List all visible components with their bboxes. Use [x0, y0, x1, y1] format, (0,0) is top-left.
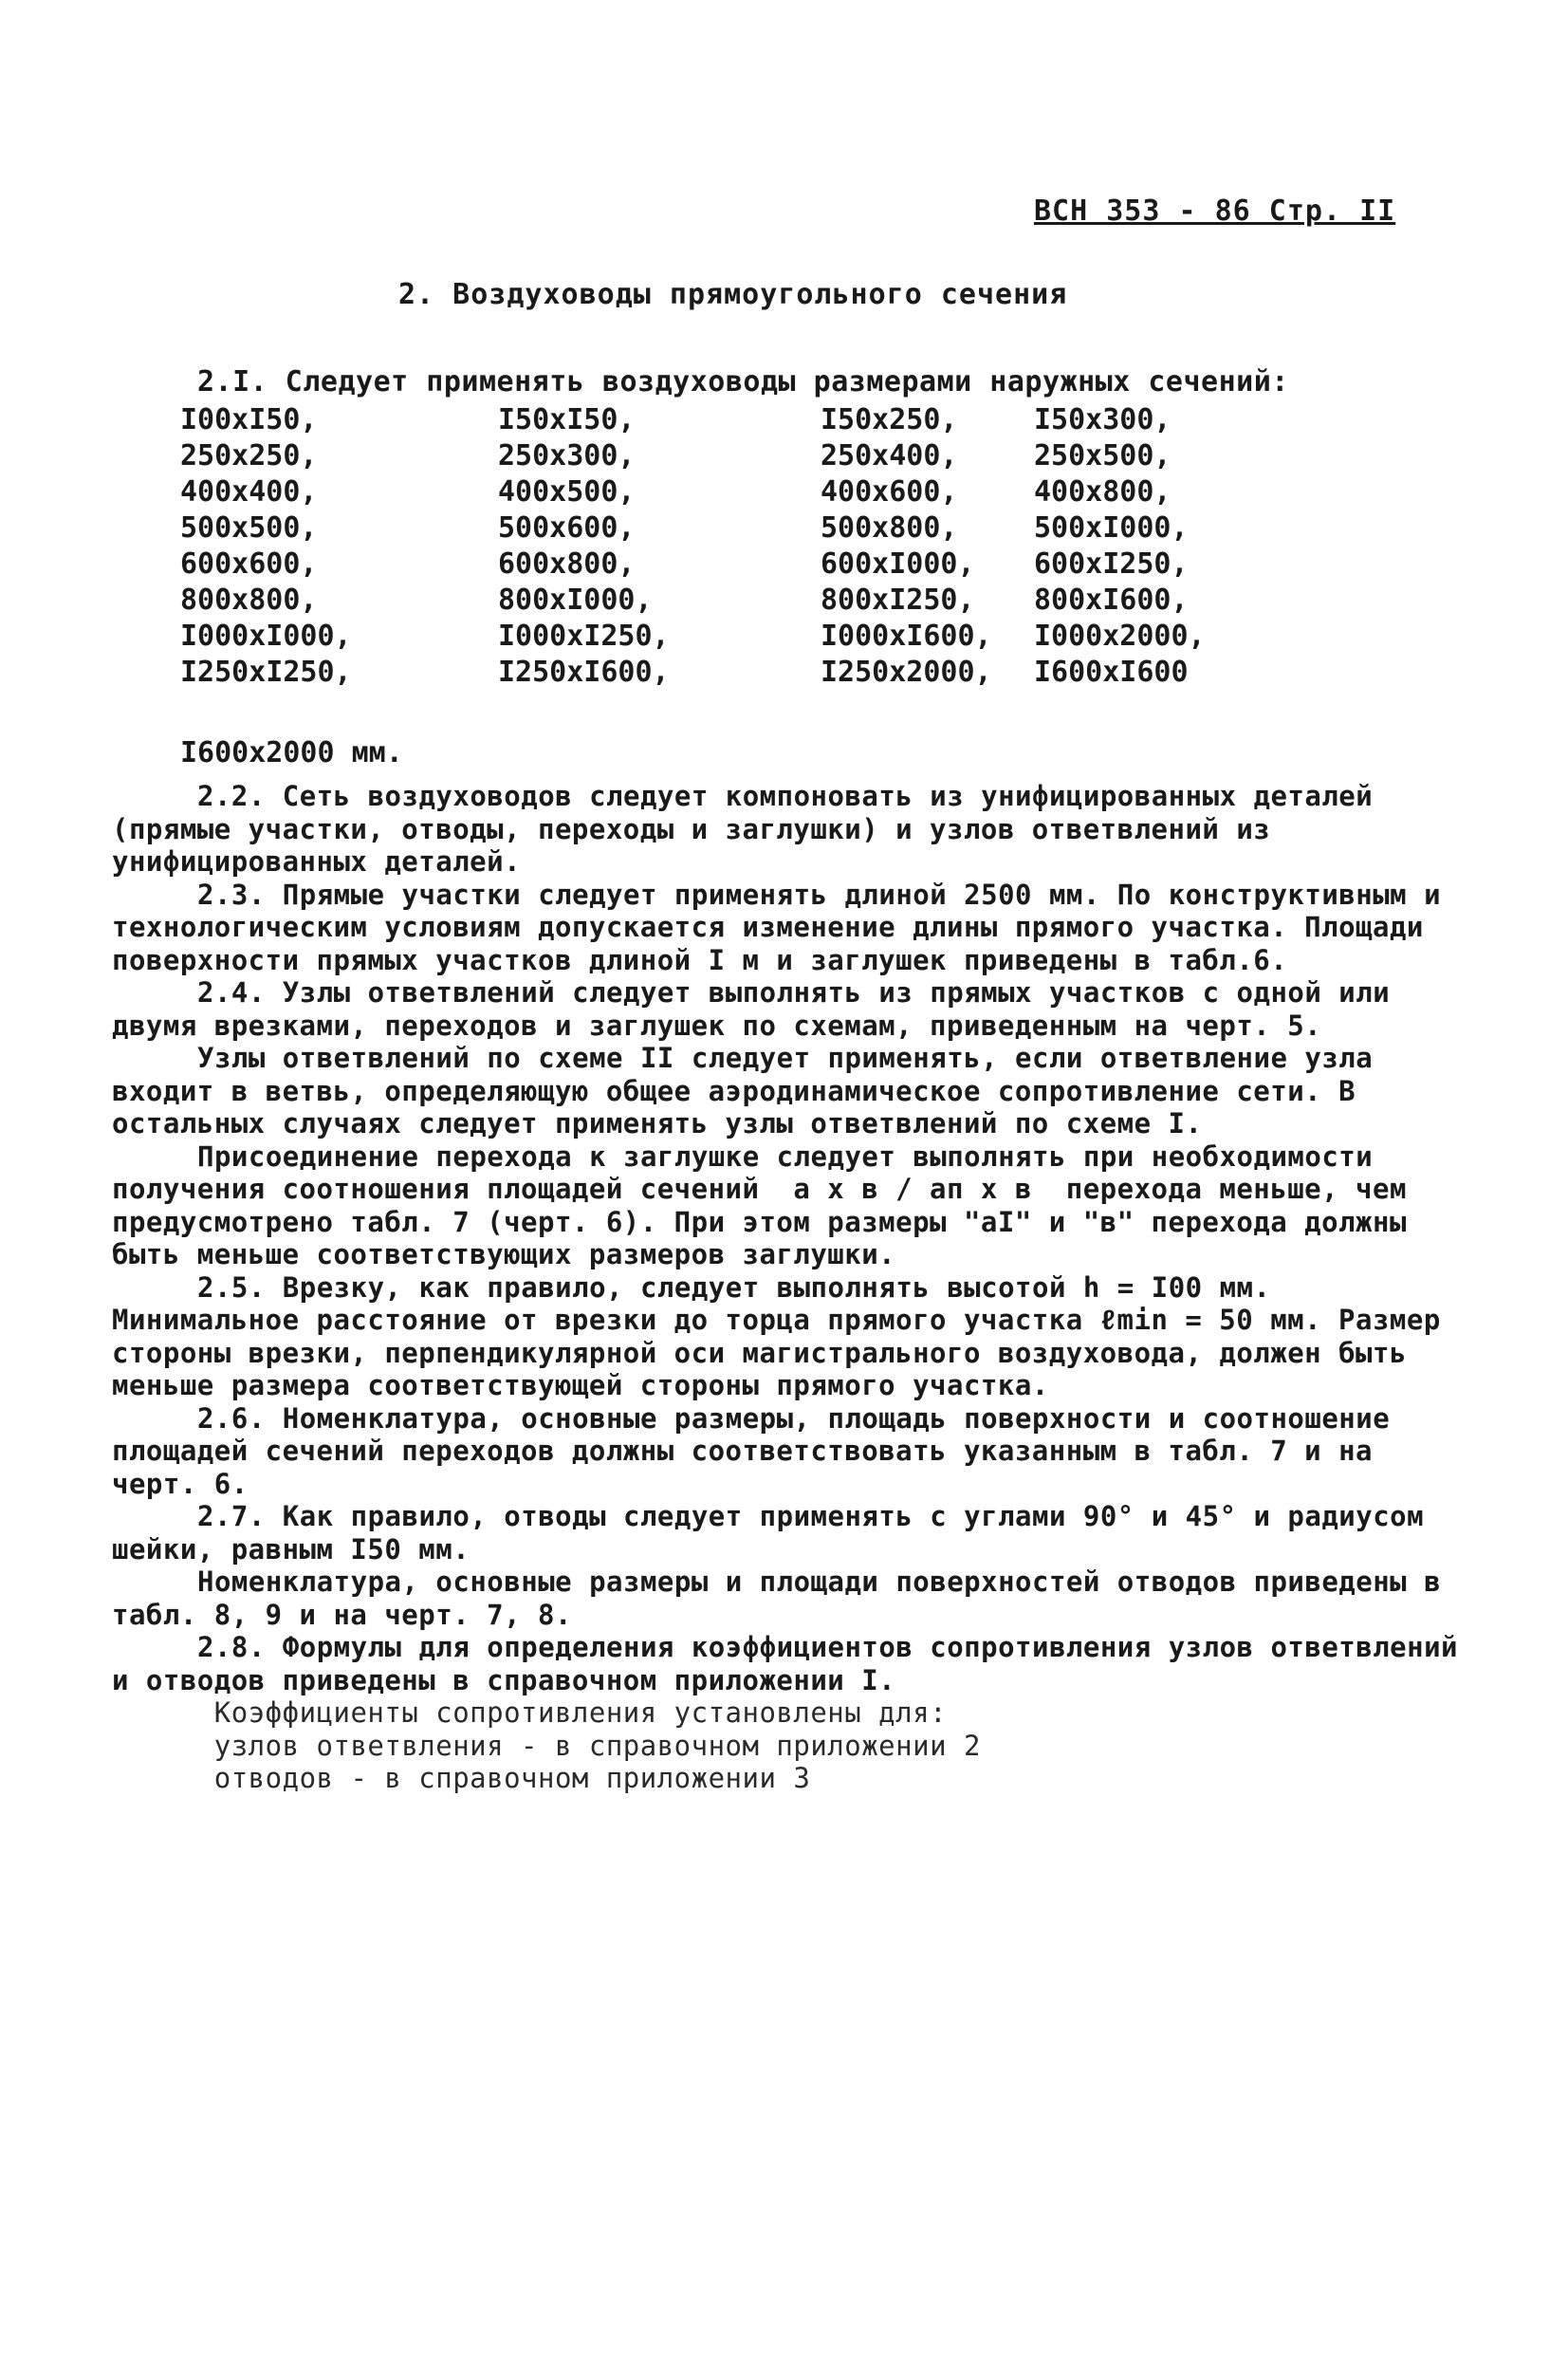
size-cell: I250xI600, [498, 656, 670, 689]
paragraph: Номенклатура, основные размеры и площади поверхностей отводов приведены в табл. 8, 9 и на черт. 7, 8. [112, 1566, 1459, 1631]
sizes-row [180, 547, 1224, 583]
paragraph: 2.7. Как правило, отводы следует применять с углами 90° и 45° и радиусом шейки, равным I50 мм. [112, 1500, 1442, 1566]
section-title: 2. Воздуховоды прямоугольного сечения [398, 278, 1068, 311]
size-cell: I50x300, [1034, 403, 1171, 436]
size-cell: 250x250, [180, 439, 318, 472]
size-cell: I250xI250, [180, 656, 352, 689]
size-cell: 800xI000, [498, 584, 653, 617]
paragraph: 2.3. Прямые участки следует применять длиной 2500 мм. По конструктивным и технологическим условиям допускается изменение длины прямого участка. Площади поверхности прямых участков длиной I м и заглушек приведены в табл.6. [112, 878, 1459, 976]
paragraph: 2.8. Формулы для определения коэффициентов сопротивления узлов ответвлений и отводов приведены в справочном приложении I. [112, 1631, 1475, 1696]
size-cell: 400x600, [821, 475, 958, 509]
size-cell: 500x600, [498, 511, 636, 545]
paragraph: Присоединение перехода к заглушке следует выполнять при необходимости получения соотношения площадей сечений a x в / aп x в перехода меньше, чем предусмотрено табл. 7 (черт. 6). При этом размеры "aI" и "в" перехода должны быть меньше соответствующих размеров заглушки. [112, 1139, 1424, 1270]
size-cell: 500x500, [180, 511, 318, 545]
sizes-row [180, 402, 1224, 438]
size-cell: 500xI000, [1034, 511, 1189, 545]
sizes-row [180, 655, 1224, 691]
paragraph: узлов ответвления - в справочном приложении 2 [112, 1729, 981, 1762]
size-cell: 800x800, [180, 584, 318, 617]
paragraph: Коэффициенты сопротивления установлены для: [112, 1696, 948, 1729]
paragraph: 2.5. Врезку, как правило, следует выполнять высотой h = I00 мм. Минимальное расстояние от врезки до торца прямого участка ℓmin = 50 мм. Размер стороны врезки, перпендикулярной оси магистрального воздуховода, должен быть меньше размера соответствующей стороны прямого участка. [112, 1270, 1458, 1401]
size-cell: I600xI600 [1034, 656, 1189, 689]
size-cell: I50xI50, [498, 403, 636, 436]
size-cell: 250x500, [1034, 439, 1171, 472]
size-cell: 250x400, [821, 439, 958, 472]
paragraph: 2.6. Номенклатура, основные размеры, площадь поверхности и соотношение площадей сечений переходов должны соответствовать указанным в табл. 7 и на черт. 6. [112, 1401, 1408, 1500]
size-cell: I000xI000, [180, 620, 352, 653]
paragraph: Узлы ответвлений по схеме II следует применять, если ответвление узла входит в ветвь, определяющую общее аэродинамическое сопротивление сети. В остальных случаях следует применять узлы ответвлений по схеме I. [112, 1042, 1391, 1139]
size-cell: 800xI600, [1034, 584, 1189, 617]
sizes-row [180, 510, 1224, 547]
size-cell: I250x2000, [821, 656, 992, 689]
sizes-row [180, 438, 1224, 474]
size-cell: 600xI000, [821, 547, 975, 581]
size-cell: 600x600, [180, 547, 318, 581]
sizes-row [180, 583, 1224, 619]
size-cell: 800xI250, [821, 584, 975, 617]
paragraph: 2.2. Сеть воздуховодов следует компоновать из унифицированных деталей (прямые участки, отводы, переходы и заглушки) и узлов ответвлений из унифицированных деталей. [112, 780, 1391, 878]
size-cell: 400x400, [180, 475, 318, 509]
paragraph-2-1: 2.I. Следует применять воздуховоды размерами наружных сечений: [197, 365, 1289, 398]
size-last: I600x2000 мм. [180, 736, 403, 769]
size-cell: 400x500, [498, 475, 636, 509]
size-cell: 400x800, [1034, 475, 1171, 509]
size-cell: 250x300, [498, 439, 636, 472]
size-cell: 600x800, [498, 547, 636, 581]
sizes-table [180, 402, 1224, 691]
body-text [112, 780, 1475, 1795]
sizes-row [180, 474, 1224, 510]
size-cell: 500x800, [821, 511, 958, 545]
page-header: ВСН 353 - 86 Стр. II [1034, 195, 1396, 228]
paragraph: 2.4. Узлы ответвлений следует выполнять из прямых участков с одной или двумя врезками, переходов и заглушек по схемам, приведенным на черт. 5. [112, 976, 1408, 1042]
size-cell: I000xI600, [821, 620, 992, 653]
size-cell: I00xI50, [180, 403, 318, 436]
paragraph: отводов - в справочном приложении 3 [112, 1762, 811, 1794]
size-cell: I000xI250, [498, 620, 670, 653]
size-cell: 600xI250, [1034, 547, 1189, 581]
size-cell: I50x250, [821, 403, 958, 436]
size-cell: I000x2000, [1034, 620, 1206, 653]
sizes-row [180, 619, 1224, 655]
